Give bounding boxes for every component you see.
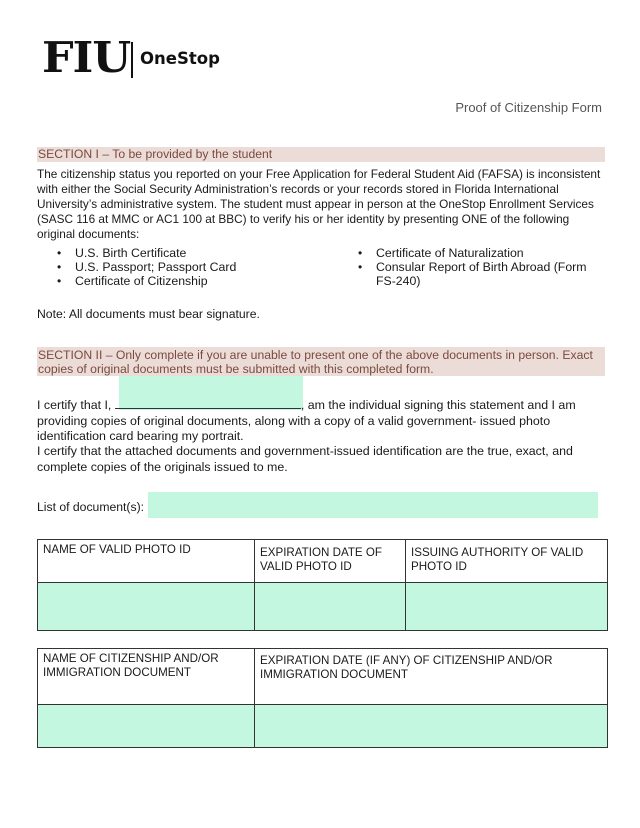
form-title: Proof of Citizenship Form [455, 100, 602, 115]
table-header-photo-id-name: NAME OF VALID PHOTO ID [38, 540, 255, 583]
onestop-logo-text: OneStop [140, 49, 220, 68]
photo-id-authority-input[interactable] [406, 583, 608, 631]
documents-list-input[interactable] [148, 492, 598, 518]
list-item: • Consular Report of Birth Abroad (Form FS-240) [338, 260, 600, 288]
photo-id-expiration-input[interactable] [255, 583, 406, 631]
list-item: • Certificate of Citizenship [37, 274, 337, 288]
section-2-header: SECTION II – Only complete if you are unable to present one of the above documents in person. Exact copies of original documents must be submitted with this completed form. [37, 347, 605, 376]
certify-suffix: , am the individual signing this statement and I am providing copies of original documents, along with a copy of a valid government- issued photo identification card bearing my portrait. [37, 398, 576, 443]
logo-divider [131, 42, 133, 78]
signature-note: Note: All documents must bear signature. [37, 307, 260, 321]
table-header-citizenship-doc-name: NAME OF CITIZENSHIP AND/OR IMMIGRATION DOCUMENT [38, 649, 255, 705]
photo-id-name-input[interactable] [38, 583, 255, 631]
photo-id-table [37, 539, 608, 631]
table-header-photo-id-expiration: EXPIRATION DATE OF VALID PHOTO ID [255, 540, 406, 583]
certify-prefix: I certify that I, [37, 398, 112, 412]
list-item: • U.S. Birth Certificate [37, 246, 337, 260]
certify-statement-1 [37, 396, 607, 445]
section-1-header: SECTION I – To be provided by the student [37, 147, 605, 162]
citizenship-doc-expiration-input[interactable] [255, 705, 608, 748]
list-item: • U.S. Passport; Passport Card [37, 260, 337, 274]
table-header-photo-id-authority: ISSUING AUTHORITY OF VALID PHOTO ID [406, 540, 608, 583]
citizenship-doc-table [37, 648, 608, 748]
table-header-citizenship-doc-expiration: EXPIRATION DATE (IF ANY) OF CITIZENSHIP AND/OR IMMIGRATION DOCUMENT [255, 649, 608, 705]
certify-statement-2: I certify that the attached documents and government-issued identification are the true, exact, and complete copies of the originals issued to me. [37, 444, 573, 474]
list-item: • Certificate of Naturalization [338, 246, 600, 260]
section-1-body: The citizenship status you reported on your Free Application for Federal Student Aid (FAFSA) is inconsistent with either the Social Security Administration’s records or your records stored in Florida International University’s administrative system. The student must appear in person at the OneStop Enrollment Services (SASC 116 at MMC or AC1 100 at BBC) to verify his or her identity by presenting ONE of the following original documents: [37, 167, 601, 241]
citizenship-doc-name-input[interactable] [38, 705, 255, 748]
documents-list-right [338, 246, 600, 288]
fiu-logo: FIU [42, 33, 131, 82]
documents-list-left [37, 246, 337, 288]
name-underline [115, 396, 301, 409]
list-documents-label: List of document(s): [37, 500, 145, 514]
